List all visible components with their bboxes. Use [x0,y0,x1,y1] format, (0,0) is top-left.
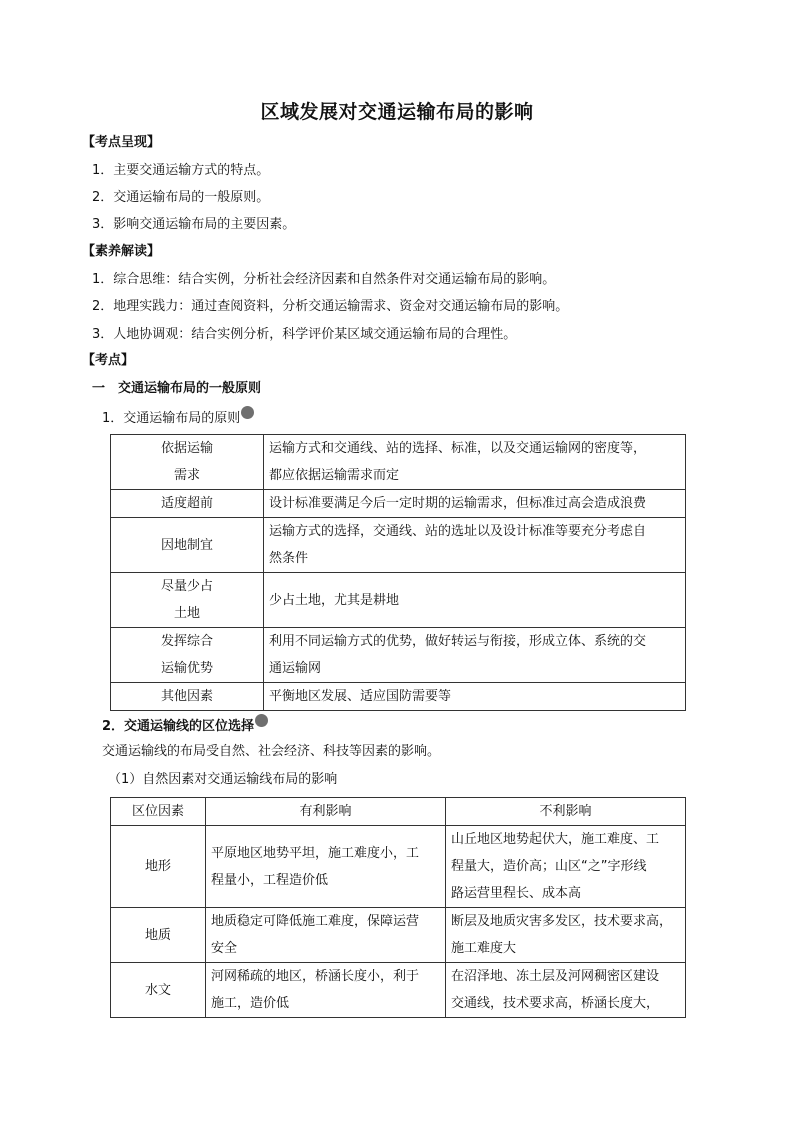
principle-name-cell: 适度超前 [111,490,264,518]
favorable-cell: 河网稀疏的地区，桥涵长度小，利于 施工，造价低 [206,963,446,1018]
principle-desc-cell: 设计标准要满足今后一定时期的运输需求，但标准过高会造成浪费 [264,490,686,518]
column-header: 不利影响 [446,798,686,826]
table-row [111,908,686,963]
section-heading-literacy: 【素养解读】 [82,244,161,259]
list-item: 3．人地协调观：结合实例分析，科学评价某区域交通运输布局的合理性。 [92,327,517,342]
column-header: 区位因素 [111,798,206,826]
column-header: 有利影响 [206,798,446,826]
circle-icon [241,406,254,419]
principles-table [110,434,686,711]
sub-sub-heading: （1）自然因素对交通运输线布局的影响 [108,772,338,787]
principle-name-cell: 因地制宜 [111,518,264,573]
principle-desc-cell: 平衡地区发展、适应国防需要等 [264,683,686,711]
section-heading-exam-points: 【考点呈现】 [82,135,161,150]
principle-desc-cell: 少占土地，尤其是耕地 [264,573,686,628]
table-row [111,518,686,573]
principle-desc-cell: 运输方式和交通线、站的选择、标准，以及交通运输网的密度等， 都应依据运输需求而定 [264,435,686,490]
principle-name-cell: 其他因素 [111,683,264,711]
unfavorable-cell: 断层及地质灾害多发区，技术要求高， 施工难度大 [446,908,686,963]
favorable-cell: 平原地区地势平坦，施工难度小，工 程量小，工程造价低 [206,826,446,908]
principle-name-cell: 尽量少占 土地 [111,573,264,628]
table-header-row [111,798,686,826]
factor-cell: 水文 [111,963,206,1018]
page-title: 区域发展对交通运输布局的影响 [260,101,534,123]
principle-name-cell: 发挥综合 运输优势 [111,628,264,683]
unfavorable-cell: 山丘地区地势起伏大，施工难度、工 程量大，造价高；山区“之”字形线 路运营里程长、成本高 [446,826,686,908]
paragraph: 交通运输线的布局受自然、社会经济、科技等因素的影响。 [102,744,441,759]
sub-heading-text: 1．交通运输布局的原则 [102,411,241,426]
table-row [111,435,686,490]
sub-heading [102,714,268,737]
list-item: 2．地理实践力：通过查阅资料，分析交通运输需求、资金对交通运输布局的影响。 [92,299,569,314]
unfavorable-cell: 在沼泽地、冻土层及河网稠密区建设 交通线，技术要求高，桥涵长度大， [446,963,686,1018]
table-row [111,963,686,1018]
natural-factors-table [110,797,686,1018]
list-item: 3．影响交通运输布局的主要因素。 [92,217,296,232]
table-row [111,573,686,628]
list-item: 1．主要交通运输方式的特点。 [92,163,270,178]
table-row [111,683,686,711]
table-row [111,490,686,518]
list-item: 2．交通运输布局的一般原则。 [92,190,270,205]
section-heading-points: 【考点】 [82,353,135,368]
sub-heading-text: 2．交通运输线的区位选择 [102,719,255,734]
table-row [111,628,686,683]
sub-heading [102,406,254,429]
circle-icon [255,714,268,727]
principle-desc-cell: 利用不同运输方式的优势，做好转运与衔接，形成立体、系统的交 通运输网 [264,628,686,683]
principle-desc-cell: 运输方式的选择，交通线、站的选址以及设计标准等要充分考虑自 然条件 [264,518,686,573]
factor-cell: 地质 [111,908,206,963]
factor-cell: 地形 [111,826,206,908]
table-row [111,826,686,908]
part-heading: 一 交通运输布局的一般原则 [92,381,262,396]
favorable-cell: 地质稳定可降低施工难度，保障运营 安全 [206,908,446,963]
principle-name-cell: 依据运输 需求 [111,435,264,490]
list-item: 1．综合思维：结合实例，分析社会经济因素和自然条件对交通运输布局的影响。 [92,272,556,287]
